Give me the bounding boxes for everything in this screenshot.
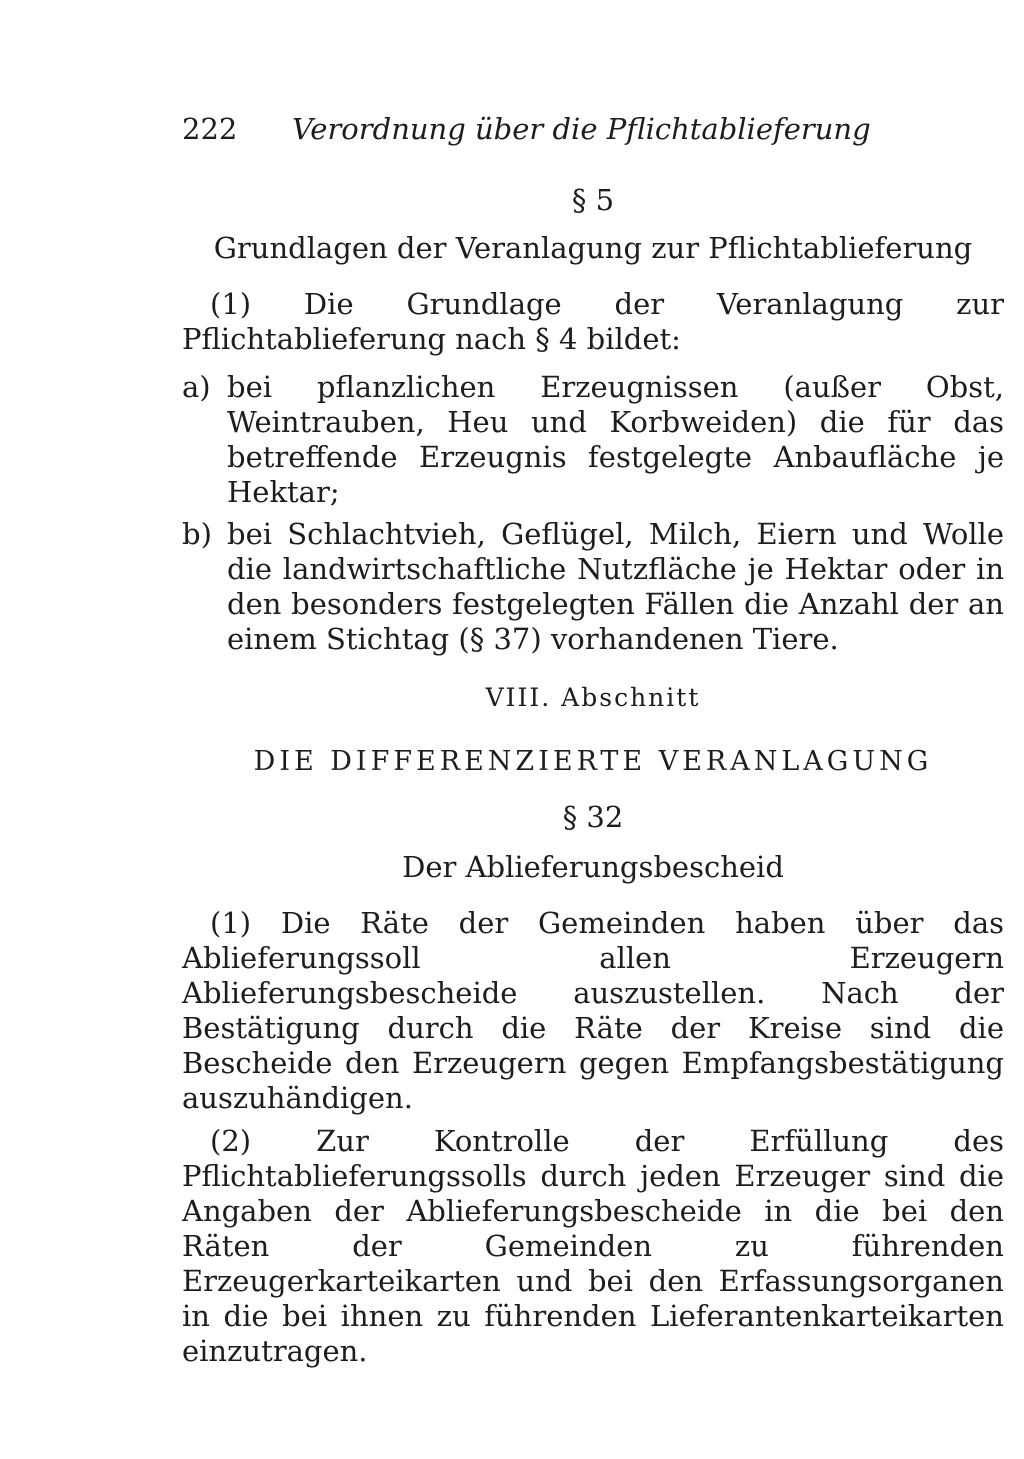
page-number: 222: [182, 112, 238, 146]
list-marker: a): [182, 370, 211, 404]
list-text: bei pflanzlichen Erzeugnissen (außer Obst, Weintrauben, Heu und Korbweiden) die für das betreffende Erzeugnis festgelegte Anbaufläche je Hektar;: [227, 370, 1004, 509]
paragraph-1: (1) Die Räte der Gemeinden haben über das Ablieferungssoll allen Erzeugern Ablieferungsbescheide auszustellen. Nach der Bestätigung durch die Räte der Kreise sind die Bescheide den Erzeugern gegen Empfangsbestätigung auszuhändigen.: [182, 906, 1004, 1115]
list-marker: b): [182, 517, 212, 551]
section-32-number: § 32: [562, 800, 624, 834]
list-item-a: [182, 370, 1004, 510]
paragraph-2: (2) Zur Kontrolle der Erfüllung des Pflichtablieferungssolls durch jeden Erzeuger sind die Angaben der Ablieferungsbescheide in die bei den Räten der Gemeinden zu führenden Erzeugerkarteikarten und bei den Erfassungsorganen in die bei ihnen zu führenden Lieferantenkarteikarten einzutragen.: [182, 1124, 1004, 1368]
list-text: bei Schlachtvieh, Geflügel, Milch, Eiern und Wolle die landwirtschaftliche Nutzfläche je Hektar oder in den besonders festgelegten Fällen die Anzahl der an einem Stichtag (§ 37) vorhandenen Tiere.: [227, 517, 1004, 656]
chapter-title: DIE DIFFERENZIERTE VERANLAGUNG: [253, 746, 933, 777]
list-item-b: [182, 517, 1004, 657]
section-5-number: § 5: [571, 183, 615, 217]
section-5-title: Grundlagen der Veranlagung zur Pflichtablieferung: [213, 231, 973, 265]
chapter-heading: VIII. Abschnitt: [485, 683, 701, 712]
section-5-list: [182, 370, 1004, 664]
running-title: Verordnung über die Pflichtablieferung: [292, 112, 871, 146]
section-32-body: [182, 906, 1004, 1377]
section-5-intro: (1) Die Grundlage der Veranlagung zur Pflichtablieferung nach § 4 bildet:: [182, 287, 1004, 356]
page-header: [182, 112, 902, 147]
section-32-title: Der Ablieferungsbescheid: [402, 850, 784, 884]
